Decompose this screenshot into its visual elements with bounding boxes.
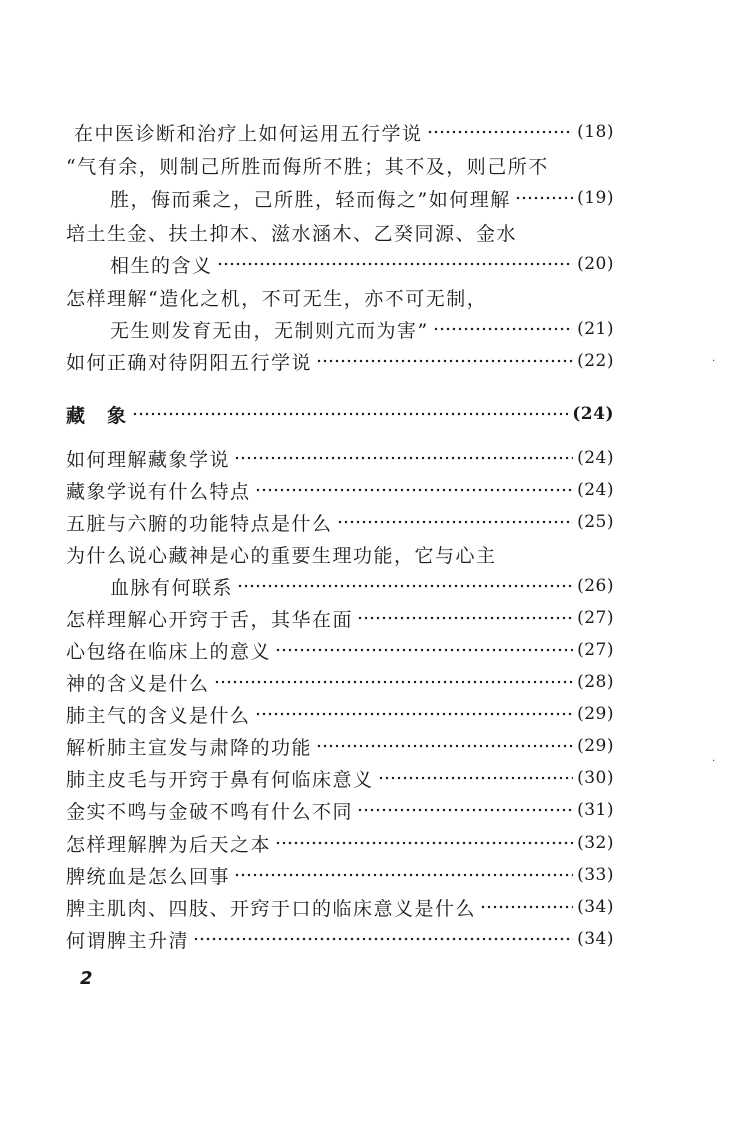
dot-leader	[132, 412, 569, 416]
dot-leader	[193, 937, 573, 941]
dot-leader	[357, 808, 573, 812]
dot-leader	[217, 262, 574, 266]
toc-entry	[66, 924, 614, 954]
toc-entry-page: (32)	[577, 833, 614, 853]
toc-entry	[66, 860, 614, 890]
toc-entry-title-cont: 血脉有何联系	[110, 576, 234, 599]
scan-speck: ·	[712, 356, 716, 367]
toc-entry-page: (20)	[577, 254, 614, 274]
toc-entry-page: (27)	[577, 608, 614, 628]
dot-leader	[255, 712, 574, 716]
dot-leader	[275, 841, 573, 845]
toc-entry-page: (21)	[577, 319, 614, 339]
dot-leader	[237, 584, 573, 588]
toc-entry-page: (18)	[577, 122, 614, 142]
toc-entry-title: 培土生金、扶土抑木、滋水涵木、乙癸同源、金水	[66, 222, 518, 245]
toc-entry	[66, 699, 614, 729]
toc-entry-title: 怎样理解心开窍于舌，其华在面	[66, 608, 354, 631]
toc-entry-line	[66, 150, 626, 180]
toc-entry-page: (29)	[577, 704, 614, 724]
toc-entry-page: (27)	[577, 640, 614, 660]
toc-entry-title: 肺主皮毛与开窍于鼻有何临床意义	[66, 768, 374, 791]
toc-entry-page: (22)	[577, 351, 614, 371]
toc-entry-page: (28)	[577, 672, 614, 692]
toc-entry-title: 怎样理解脾为后天之本	[66, 833, 272, 856]
dot-leader	[337, 520, 574, 524]
toc-entry-title: 如何正确对待阴阳五行学说	[66, 351, 313, 374]
dot-leader	[357, 616, 573, 620]
dot-leader	[316, 359, 573, 363]
toc-entry-page: (19)	[577, 188, 614, 208]
toc-entry-page: (30)	[577, 768, 614, 788]
toc-entry	[110, 183, 614, 213]
toc-entry-line	[66, 539, 626, 569]
dot-leader	[378, 776, 574, 780]
toc-entry-title: 神的含义是什么	[66, 672, 210, 695]
toc-entry-line	[66, 217, 626, 247]
toc-entry-title-cont: 胜，侮而乘之，己所胜，轻而侮之”如何理解	[110, 188, 511, 211]
dot-leader	[234, 456, 573, 460]
toc-entry	[66, 635, 614, 665]
dot-leader	[433, 327, 573, 331]
toc-entry-page: (24)	[577, 448, 614, 468]
toc-entry	[66, 828, 614, 858]
toc-entry-page: (33)	[577, 865, 614, 885]
section-title: 藏 象	[66, 404, 128, 427]
toc-entry	[66, 763, 614, 793]
toc-entry-title: 在中医诊断和治疗上如何运用五行学说	[74, 122, 423, 145]
dot-leader	[275, 648, 573, 652]
toc-entry	[74, 117, 614, 147]
toc-entry-title: 脾统血是怎么回事	[66, 865, 231, 888]
toc-entry	[66, 667, 614, 697]
toc-entry-title-cont: 无生则发育无由，无制则亢而为害”	[110, 319, 429, 342]
dot-leader	[515, 196, 573, 200]
dot-leader	[234, 873, 573, 877]
toc-entry	[66, 346, 614, 376]
toc-entry	[110, 571, 614, 601]
toc-entry-page: (24)	[577, 480, 614, 500]
toc-entry-title: 金实不鸣与金破不鸣有什么不同	[66, 800, 354, 823]
toc-entry-title: 为什么说心藏神是心的重要生理功能，它与心主	[66, 544, 497, 567]
toc-entry-title-cont: 相生的含义	[110, 254, 213, 277]
toc-entry-title: 怎样理解“造化之机，不可无生，亦不可无制，	[66, 287, 488, 310]
toc-entry-title: “气有余，则制己所胜而侮所不胜；其不及，则己所不	[66, 155, 549, 178]
toc-entry-title: 如何理解藏象学说	[66, 448, 231, 471]
toc-entry	[66, 475, 614, 505]
toc-entry-page: (29)	[577, 736, 614, 756]
toc-entry-title: 脾主肌肉、四肢、开窍于口的临床意义是什么	[66, 897, 477, 920]
toc-entry-page: (34)	[577, 929, 614, 949]
toc-entry	[110, 314, 614, 344]
dot-leader	[255, 488, 574, 492]
toc-entry-page: (26)	[577, 576, 614, 596]
toc-entry-title: 藏象学说有什么特点	[66, 480, 251, 503]
toc-entry-line	[66, 282, 626, 312]
toc-entry-page: (31)	[577, 800, 614, 820]
toc-entry-title: 何谓脾主升清	[66, 929, 190, 952]
toc-entry-title: 心包络在临床上的意义	[66, 640, 272, 663]
toc-entry-page: (34)	[577, 897, 614, 917]
toc-section-heading	[66, 399, 614, 429]
toc-entry	[66, 507, 614, 537]
toc-entry	[66, 892, 614, 922]
dot-leader	[427, 130, 574, 134]
toc-entry	[66, 603, 614, 633]
toc-entry-page: (25)	[577, 512, 614, 532]
scan-speck: ·	[712, 756, 716, 767]
dot-leader	[214, 680, 574, 684]
page-number: 2	[80, 968, 93, 989]
toc-entry-title: 五脏与六腑的功能特点是什么	[66, 512, 333, 535]
dot-leader	[316, 744, 573, 748]
toc-entry	[66, 443, 614, 473]
toc-entry	[66, 795, 614, 825]
toc-entry	[66, 731, 614, 761]
dot-leader	[480, 905, 573, 909]
toc-entry	[110, 249, 614, 279]
toc-entry-page: (24)	[572, 404, 614, 424]
toc-entry-title: 解析肺主宣发与肃降的功能	[66, 736, 313, 759]
toc-entry-title: 肺主气的含义是什么	[66, 704, 251, 727]
